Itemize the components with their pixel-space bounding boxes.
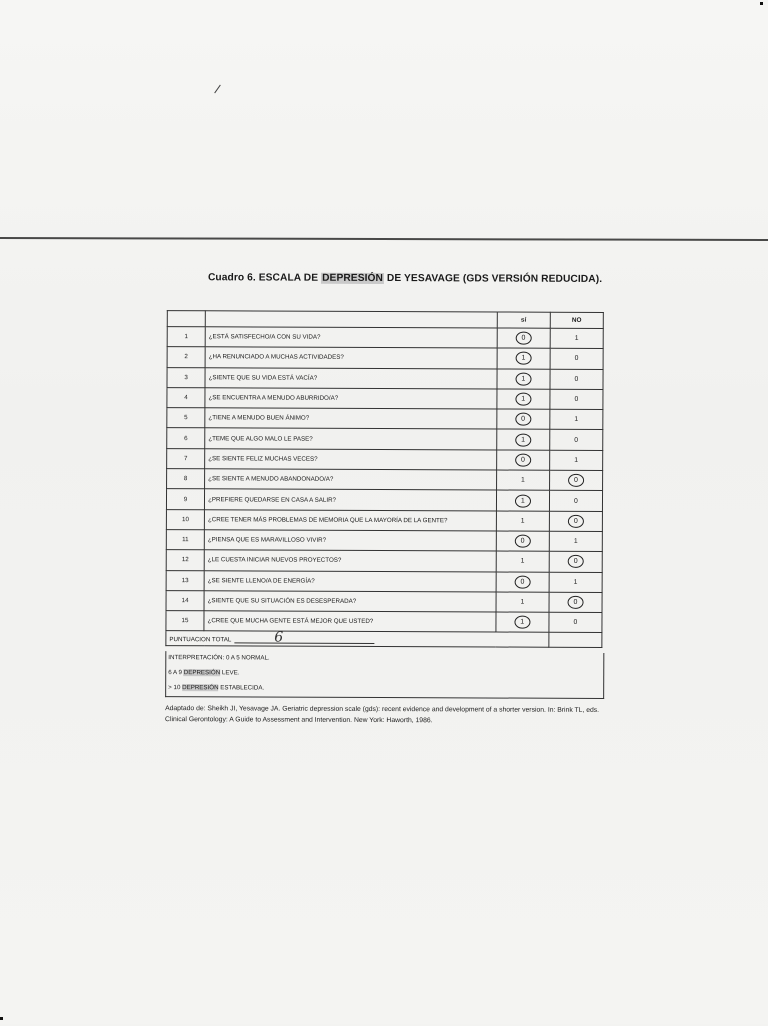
circled-answer: 1 <box>515 393 531 406</box>
question-text: ¿CREE TENER MÁS PROBLEMAS DE MEMORIA QUE LA MAYORÍA DE LA GENTE? <box>204 509 496 531</box>
question-number: 4 <box>167 387 205 407</box>
question-text: ¿LE CUESTA INICIAR NUEVOS PROYECTOS? <box>204 550 496 572</box>
answer-no-cell <box>550 328 603 349</box>
question-row <box>167 469 603 491</box>
answer-no-cell <box>550 369 603 390</box>
answer-si-cell <box>496 612 549 633</box>
question-text: ¿TEME QUE ALGO MALO LE PASE? <box>205 428 497 450</box>
answer-no-cell <box>549 450 602 471</box>
answer-no-cell <box>550 409 603 430</box>
header-blank <box>167 311 205 327</box>
table-title <box>208 272 602 285</box>
question-text: ¿SE SIENTE A MENUDO ABANDONADO/A? <box>205 469 497 491</box>
question-number: 8 <box>167 469 205 489</box>
header-si: sí <box>497 312 550 328</box>
question-row <box>166 509 602 531</box>
header-blank <box>205 311 497 328</box>
question-row <box>167 347 603 369</box>
question-number: 6 <box>167 428 205 448</box>
answer-value: 0 <box>574 436 579 444</box>
circled-answer: 0 <box>514 575 530 588</box>
circled-answer: 1 <box>515 372 531 385</box>
answer-si-cell <box>496 531 549 552</box>
total-label: PUNTUACION TOTAL <box>169 636 232 644</box>
interp-text: > 10 <box>168 684 183 692</box>
answer-si-cell <box>496 450 549 471</box>
question-text: ¿SIENTE QUE SU VIDA ESTÁ VACÍA? <box>205 367 497 389</box>
total-value: 6 <box>274 629 284 646</box>
answer-no-cell <box>550 430 603 451</box>
answer-no-cell <box>549 470 602 491</box>
question-row <box>166 570 602 592</box>
question-row <box>166 489 602 511</box>
citation: Adaptado de: Sheikh JI, Yesavage JA. Geriatric depression scale (gds): recent evidence and development of a shorter version. In: Brink TL, eds. Clinical Gerontology: A Guide to Assessment and Intervention. New York: Haworth, 1986. <box>165 705 600 725</box>
answer-no-cell <box>549 612 602 633</box>
question-number: 7 <box>167 448 205 468</box>
question-text: ¿TIENE A MENUDO BUEN ÁNIMO? <box>205 408 497 430</box>
interp-text: 6 A 9 <box>168 669 184 677</box>
question-row <box>166 590 602 612</box>
question-row <box>167 408 603 430</box>
interp-highlight: DEPRESIÓN <box>183 669 221 677</box>
circled-answer: 0 <box>515 535 531 548</box>
answer-value: 0 <box>574 395 579 403</box>
circled-answer: 1 <box>515 494 531 507</box>
interp-text: ESTABLECIDA. <box>218 684 265 692</box>
circled-answer: 0 <box>568 474 584 487</box>
answer-value: 1 <box>573 537 578 545</box>
question-row <box>167 387 603 409</box>
interpretation-line <box>166 681 603 698</box>
title-suffix: DE YESAVAGE (GDS VERSIÓN REDUCIDA). <box>383 273 603 285</box>
question-number: 12 <box>166 550 204 570</box>
answer-si-cell <box>497 389 550 410</box>
title-highlight: DEPRESIÓN <box>322 272 384 285</box>
answer-value: 1 <box>520 517 525 525</box>
total-line <box>234 629 374 646</box>
header-no: NO <box>550 312 603 328</box>
question-number: 1 <box>167 327 205 347</box>
total-row <box>166 631 602 648</box>
circled-answer: 0 <box>568 555 584 568</box>
answer-si-cell <box>496 551 549 572</box>
question-text: ¿SE SIENTE FELIZ MUCHAS VECES? <box>205 449 497 471</box>
answer-value: 1 <box>520 476 525 484</box>
answer-si-cell <box>497 409 550 430</box>
question-row <box>166 611 602 633</box>
question-text: ¿PREFIERE QUEDARSE EN CASA A SALIR? <box>205 489 497 511</box>
answer-si-cell <box>496 490 549 511</box>
question-row <box>167 448 603 470</box>
question-text: ¿ESTÁ SATISFECHO/A CON SU VIDA? <box>205 327 497 349</box>
question-number: 11 <box>166 530 204 550</box>
question-row <box>167 367 603 389</box>
answer-no-cell <box>550 349 603 370</box>
answer-si-cell <box>496 511 549 532</box>
gds-table <box>165 310 603 648</box>
question-text: ¿SE SIENTE LLENO/A DE ENERGÍA? <box>204 570 496 592</box>
answer-no-cell <box>549 592 602 613</box>
answer-value: 0 <box>574 355 579 363</box>
circled-answer: 0 <box>567 596 583 609</box>
question-number: 5 <box>167 408 205 428</box>
question-number: 14 <box>166 590 204 610</box>
answer-no-cell <box>549 511 602 532</box>
interpretation-box <box>165 651 604 699</box>
circled-answer: 1 <box>515 433 531 446</box>
question-number: 15 <box>166 611 204 631</box>
table-header-row <box>167 311 603 329</box>
answer-si-cell <box>496 470 549 491</box>
answer-no-cell <box>549 491 602 512</box>
question-text: ¿HA RENUNCIADO A MUCHAS ACTIVIDADES? <box>205 347 497 369</box>
question-row <box>166 530 602 552</box>
answer-value: 1 <box>520 598 525 606</box>
question-row <box>167 428 603 450</box>
question-number: 9 <box>166 489 204 509</box>
title-prefix: Cuadro 6. ESCALA DE <box>207 272 322 284</box>
answer-si-cell <box>496 572 549 593</box>
interpretation-line: INTERPRETACIÓN: 0 A 5 NORMAL. <box>168 654 270 662</box>
circled-answer: 0 <box>568 515 584 528</box>
answer-value: 1 <box>574 456 579 464</box>
question-row <box>167 327 603 349</box>
answer-si-cell <box>496 429 549 450</box>
circled-answer: 1 <box>514 616 530 629</box>
circled-answer: 0 <box>515 454 531 467</box>
answer-value: 0 <box>573 619 578 627</box>
question-row <box>166 550 602 572</box>
answer-no-cell <box>549 572 602 593</box>
question-number: 2 <box>167 347 205 367</box>
question-number: 3 <box>167 367 205 387</box>
question-text: ¿PIENSA QUE ES MARAVILLOSO VIVIR? <box>204 530 496 552</box>
answer-value: 1 <box>574 416 579 424</box>
interp-text: LEVE. <box>220 669 240 677</box>
question-text: ¿SIENTE QUE SU SITUACIÓN ES DESESPERADA? <box>204 591 496 613</box>
answer-value: 0 <box>574 375 579 383</box>
answer-no-cell <box>549 531 602 552</box>
interp-highlight: DEPRESIÓN <box>182 684 219 692</box>
question-number: 10 <box>166 509 204 529</box>
answer-no-cell <box>549 552 602 573</box>
total-blank <box>549 633 602 648</box>
answer-value: 0 <box>574 497 578 505</box>
question-text: ¿CREE QUE MUCHA GENTE ESTÁ MEJOR QUE USTED? <box>204 611 496 633</box>
circled-answer: 0 <box>516 332 532 345</box>
circled-answer: 1 <box>515 352 531 365</box>
answer-value: 1 <box>520 558 525 566</box>
answer-value: 1 <box>573 578 578 586</box>
answer-si-cell <box>496 592 549 613</box>
answer-no-cell <box>550 389 603 410</box>
question-number: 13 <box>166 570 204 590</box>
total-cell <box>166 631 549 648</box>
answer-value: 1 <box>574 334 579 343</box>
answer-si-cell <box>497 328 550 349</box>
answer-si-cell <box>497 348 550 369</box>
question-text: ¿SE ENCUENTRA A MENUDO ABURRIDO/A? <box>205 388 497 410</box>
circled-answer: 0 <box>515 413 531 426</box>
answer-si-cell <box>497 369 550 390</box>
